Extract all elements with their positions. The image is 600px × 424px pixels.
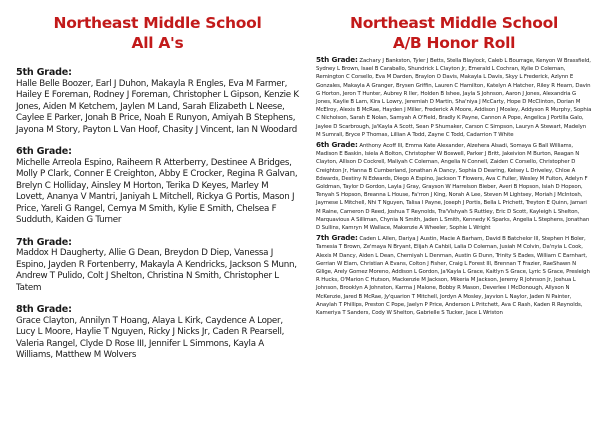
ab-honor-roll-list bbox=[316, 56, 592, 319]
ab-grade-7 bbox=[316, 234, 592, 317]
all-as-grade-8 bbox=[16, 304, 299, 362]
ab-grade-5 bbox=[316, 56, 592, 139]
grade-label: 6th Grade: bbox=[16, 146, 72, 157]
grade-label: 5th Grade: bbox=[316, 55, 358, 64]
all-as-grade-5 bbox=[16, 67, 299, 136]
left-school-title: Northeast Middle School bbox=[53, 14, 262, 32]
all-as-list bbox=[16, 67, 299, 372]
student-names: Halle Belle Boozer, Earl J Duhon, Makayla R Engles, Eva M Farmer, Hailey E Foreman, Rodney J Foreman, Christopher L Gipson, Kenzie K Jones, Aiden M Ketchem, Jaylen M Land, Sarah Elizabeth L Neese, Caylee E Parker, Jonah B Price, Noah E Runyon, Amiyah B Stephens, Jayona M Story, Payton L Van Hoof, Chasity J Vincent, Ian N Woodard bbox=[16, 78, 299, 135]
grade-label: 7th Grade: bbox=[16, 236, 72, 248]
student-names: Caden L Allen, Dariya J Austin, Macie A Barham, David B Batchelor III, Stephen H Boler, Tamesia T Brown, Ze'maya N Bryant, Elijah A Cahbil, Lalia D Coleman, Jusiah M Colvin, Da'nyia L Cook, Alexis M Dancy, Aiden L Dean, Chemiyah L Denman, Austin G Dunn, Trinity S Eades, William C Earnhart, Gerrian W Elam, Christian A Evans, Colton J Fisher, Craig L Forest III, Brennan T Frazier, RaeShawn N Gilige, Arely Gomez Moreno, Addison L Gordon, Ja'Kayla L Grace, Kaitlyn S Grace, Lyric S Grace, Presleigh R Hucks, O'Marion C Hutson, Mackenzie M Jackson, Mikeria M Jackson, Jeremy R Johnson Jr, Joshua L Johnson, Brooklyn A Johnston, Karma J Malone, Bobby R Mason, Deverlee I McDonough, Allyson N McKenzie, Jared B McRae, Jy'quarion T Mitchell, Jordyn A Mosley, Jayvion L Naylor, Jaden N Painter, Anaylah T Phillips, Preston C Pope, Jaelyn P Price, Anderson L Pritchett, Ava C Rash, Kaden R Reynolds, Kameriya T Sanders, Cody W Shelton, Gabrielle S Tucker, Jace L Wriston bbox=[316, 236, 590, 317]
student-names: Grace Clayton, Annilyn T Hoang, Alaya L Kirk, Caydence A Loper, Lucy L Moore, Haylie T Nguyen, Ricky J Nicks Jr, Caden R Pearsell, Valeria Rangel, Clyde D Rose III, Jennifer L Simmons, Kayla A Williams, Matthew M Wolvers bbox=[16, 315, 285, 360]
grade-label: 5th Grade: bbox=[16, 67, 72, 78]
student-names: Maddox H Daugherty, Allie G Dean, Breydon D Diep, Vanessa J Espino, Jayden R Fortenberry, Makayla A Kendricks, Jackson S Munn, Andrew T Pulido, Colt J Shelton, Christina N Smith, Christopher L Tatem bbox=[16, 248, 297, 293]
all-as-grade-6 bbox=[16, 146, 299, 227]
right-school-title: Northeast Middle School bbox=[350, 14, 558, 32]
all-as-heading: All A's bbox=[131, 34, 184, 52]
student-names: Michelle Arreola Espino, Raiheem R Atterberry, Destinee A Bridges, Molly P Clark, Conner E Creighton, Abby E Crocker, Regina R Galvan, Brelyn C Holliday, Ainsley M Horton, Terika D Keyes, Marley M Lovett, Ananya V Mantri, Janiyah L Mitchell, Rickya G Portis, Mason J Price, Yareli G Rangel, Cemya M Smith, Kylie E Smith, Chelsea F Sudduth, Kaiden G Turner bbox=[16, 157, 298, 225]
ab-honor-roll-heading: A/B Honor Roll bbox=[392, 34, 516, 52]
grade-label: 6th Grade: bbox=[316, 140, 358, 150]
all-as-grade-7 bbox=[16, 237, 299, 295]
student-names: Anthony Acoff III, Emma Kate Alexander, Alzehera Alsadi, Somaya G Ball Williams, Madison E Baskin, Isiela A Bolton, Christopher W Boswell, Parker J Britt, Jakeivion M Burton, Reagan N Clayton, Allison D Cockrell, Maliyah C Coleman, Angelia N Connell, Zaiden C Corsello, Christopher D Creighton Jr, Hanna B Cumberland, Jonathan A Dancy, Sophia D Dearing, Kelsey L Driveley, Chloe A Edwards, Destiny N Edwards, Diego A Espino, Jackson T Flowers, Ava C Fuller, Wesley M Fulton, Adelyn F Goldman, Taylor D Gordon, Layla J Gray, Grayson W Harrelson Bieber, Averi B Hopson, Isiah D Hopson, Tenyah S Hopson, Breanna L House, Fa'rron J King, Norah A Lee, Steven M Lightsey, Moriah J McIntosh, Jaymese L Mitchell, Nhi T Nguyen, Talisa I Payne, Joseph J Portis, Bella L Prichett, Treyton E Quinn, Jamari M Raine, Cameron D Reed, Joshua T Reynolds, Tra'Vishyah S Ruttley, Eric D Scott, Kayleigh L Shelton, Marquavious A Silliman, Chynia N Smith, Jaden L Smith, Kennedy K Sparks, Angelia L Stephens, Jonathan D Sullins, Kamryn M Wallace, Makenzie A Wheeler, Sophie L Wright bbox=[316, 143, 590, 232]
grade-label: 8th Grade: bbox=[16, 304, 72, 315]
ab-grade-6 bbox=[316, 141, 592, 232]
grade-label: 7th Grade: bbox=[316, 233, 358, 243]
student-names: Zachary J Bankston, Tyler J Betts, Stella Blaylock, Caleb L Bourrage, Kenyon W Brassfield, Sydney L Brown, Isael B Caraballo, Shundrick L Clayton Jr, Emerald L Cochran, Kylie D Coleman, Remington C Corsello, Eva M Darden, Braylon O Davis, Makayla L Davis, Skyy L Frederick, Azlynn E Gonzales, Makayla A Granger, Brysen Griffin, Lauren C Hamilton, Katelyn A Hatcher, Riley R Hearn, Davin G Horton, Jeron T Hunter, Aubrey R Iler, Holden B Ishee, Jayla S Johnson, Aaron J Jones, Alexandria G Jones, Kaylie B Lam, Kira L Lowry, Jeremiah D Martin, Sha'niya J McCarty, Hope D McClinton, Dorian M McElroy, Alexis B McRae, Hayden J Miller, Frederick A Moore, Addison J Mosley, Addyson R Murphy, Sophia C Nicholson, Sarah E Nolan, Samyah A O'Field, Bradly K Payne, Cannon A Pope, Angelica J Portilla Galo, Jaylee D Scarbrough, Ja'Kayla A Scott, Sean P Shumaker, Carson C Simpson, Lauryn A Stewart, Madelyn M Sumrall, Bryce P Thomas, Lillian A Todd, Zayne C Todd, Cadarrion T White bbox=[316, 58, 592, 138]
